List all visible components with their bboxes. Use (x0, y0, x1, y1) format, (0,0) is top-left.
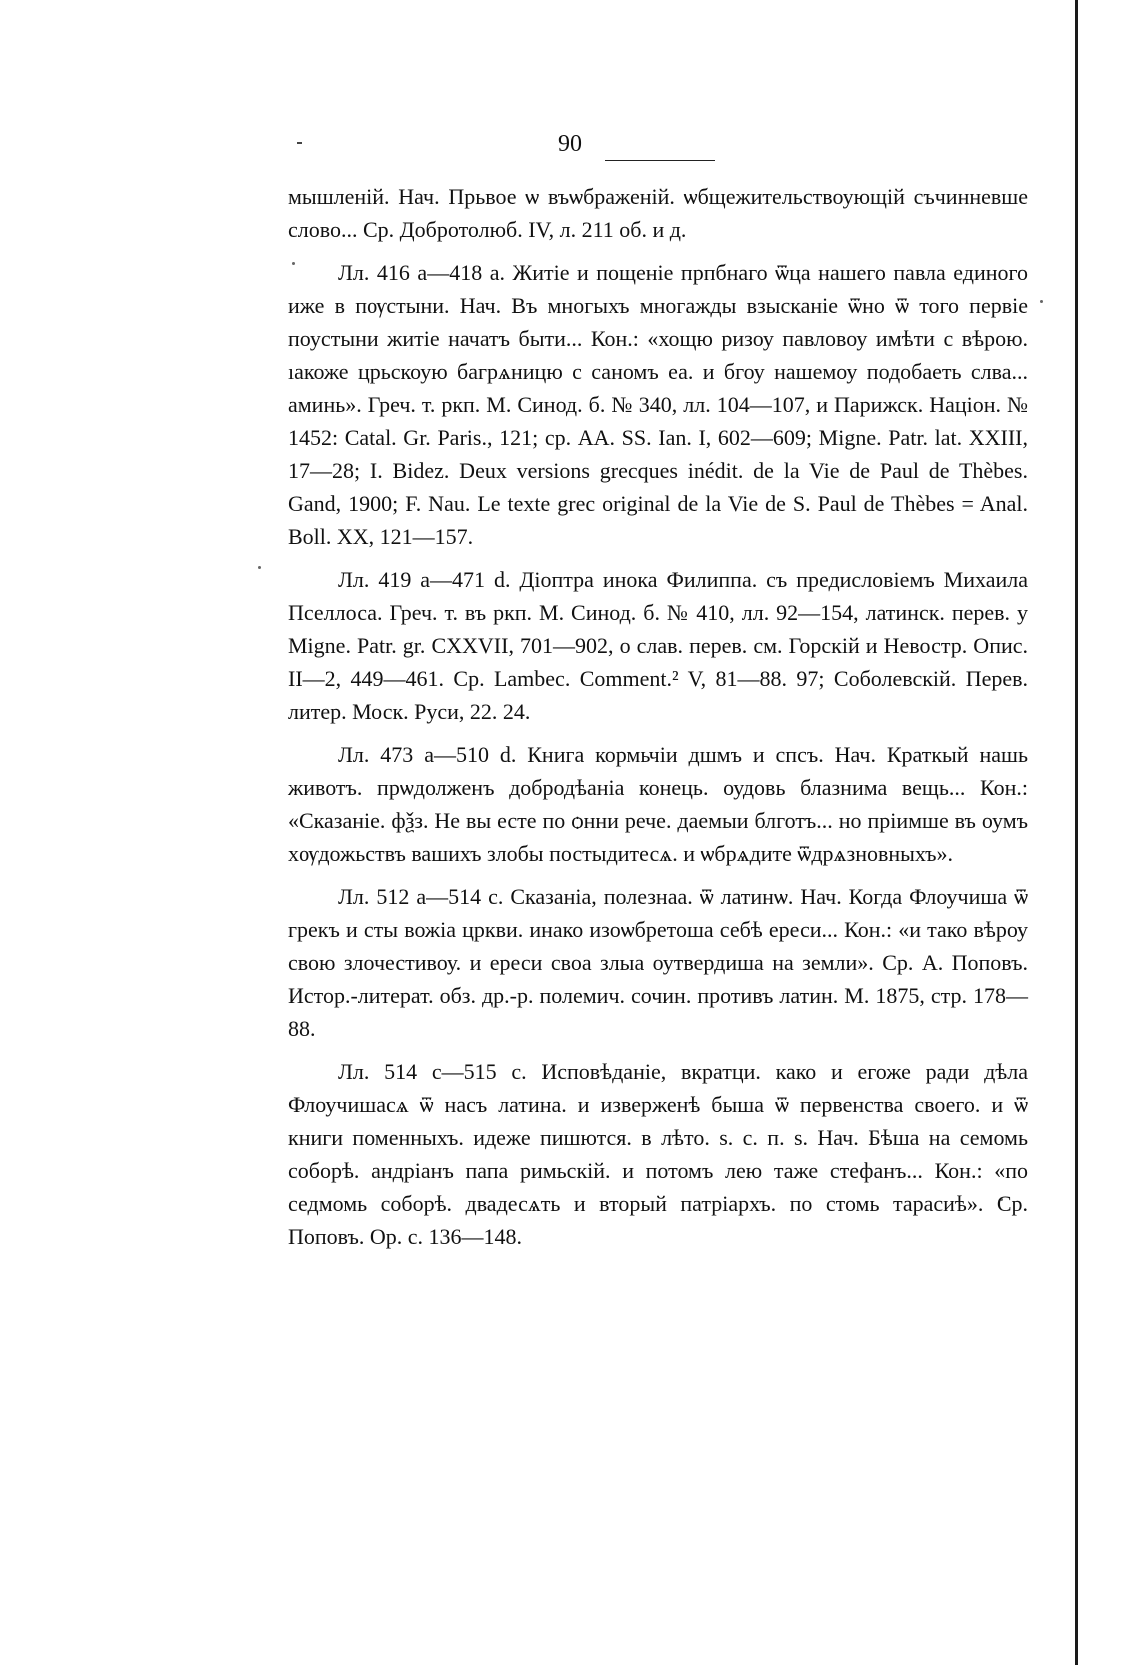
speck (1040, 300, 1043, 303)
paragraph-entry-512: Лл. 512 а—514 с. Сказаніа, полезнаа. ѿ латинѡ. Нач. Когда Флоучиша ѿ грекъ и сты вожіа цркви. инако изоѡбретоша себѣ ереси... Кон.: «и тако вѣроу свою злочестивоу. и ереси своа злыа оутвердиша на земли». Ср. А. Поповъ. Истор.-литерат. обз. др.-р. полемич. сочин. противъ латин. М. 1875, стр. 178—88. (288, 884, 1028, 1041)
page-right-edge (1075, 0, 1078, 1665)
page-number: 90 (558, 131, 582, 157)
paragraph-continuation: мышленій. Нач. Прьвое ѡ въѡбраженій. ѡбщежительствоующій съчинневше слово... Ср. Добротолюб. IV, л. 211 об. и д. (288, 184, 1028, 242)
speck (258, 566, 261, 569)
page-number-rule (605, 160, 715, 161)
page-body (288, 180, 1028, 1263)
paragraph-entry-514: Лл. 514 с—515 с. Исповѣданіе, вкратци. како и егоже ради дѣла Флоучишасѧ ѿ насъ латина. и изверженѣ быша ѿ первенства своего. и ѿ книги поменныхъ. идеже пишются. в лѣто. ѕ. с. п. ѕ. Нач. Бѣша на семомь соборѣ. андріанъ папа римьскій. и потомъ лею таже стефанъ... Кон.: «по седмомь соборѣ. двадесѧть и вторый патріархъ. по стомь тарасиѣ». Ср. Поповъ. Ор. с. 136—148. (288, 1059, 1028, 1249)
paragraph-entry-419: Лл. 419 а—471 d. Діоптра инока Филиппа. съ предисловіемъ Михаила Пселлоса. Греч. т. въ ркп. М. Синод. б. № 410, лл. 92—154, латинск. перев. у Migne. Patr. gr. CXXVII, 701—902, о слав. перев. см. Горскій и Невостр. Опис. II—2, 449—461. Ср. Lambec. Comment.² V, 81—88. 97; Соболевскій. Перев. литер. Моск. Руси, 22. 24. (288, 567, 1028, 724)
paragraph-entry-473: Лл. 473 а—510 d. Книга кормьчіи дшмъ и спсъ. Нач. Краткый нашь животъ. прѡдолженъ добродѣаніа конець. оудовь блазнима вещь... Кон.: «Сказаніе. фѯз. Не вы есте по ѻнни рече. даемыи блготъ... но пріимше въ оумъ хѹдожьствъ вашихъ злобы постыдитесѧ. и ѡбрѧдите ѿдрѧзновныхъ». (288, 742, 1028, 866)
paragraph-entry-416: Лл. 416 а—418 а. Житіе и пощеніе прпбнаго ѿца нашего павла единого иже в пѹстыни. Нач. Въ многыхъ многажды взысканіе ѿно ѿ того первіе поустыни житіе начатъ быти... Кон.: «хощю ризоу павловоу имѣти с вѣрою. ıакоже црьскоую багрѧницю с саномъ еа. и бгоу нашемоу подобаеть слва... аминь». Греч. т. ркп. М. Синод. б. № 340, лл. 104—107, и Парижск. Націон. № 1452: Catal. Gr. Paris., 121; ср. AA. SS. Ian. I, 602—609; Migne. Patr. lat. XXIII, 17—28; I. Bidez. Deux versions grecques inédit. de la Vie de Paul de Thèbes. Gand, 1900; F. Nau. Le texte grec original de la Vie de S. Paul de Thèbes = Anal. Boll. XX, 121—157. (288, 260, 1028, 549)
